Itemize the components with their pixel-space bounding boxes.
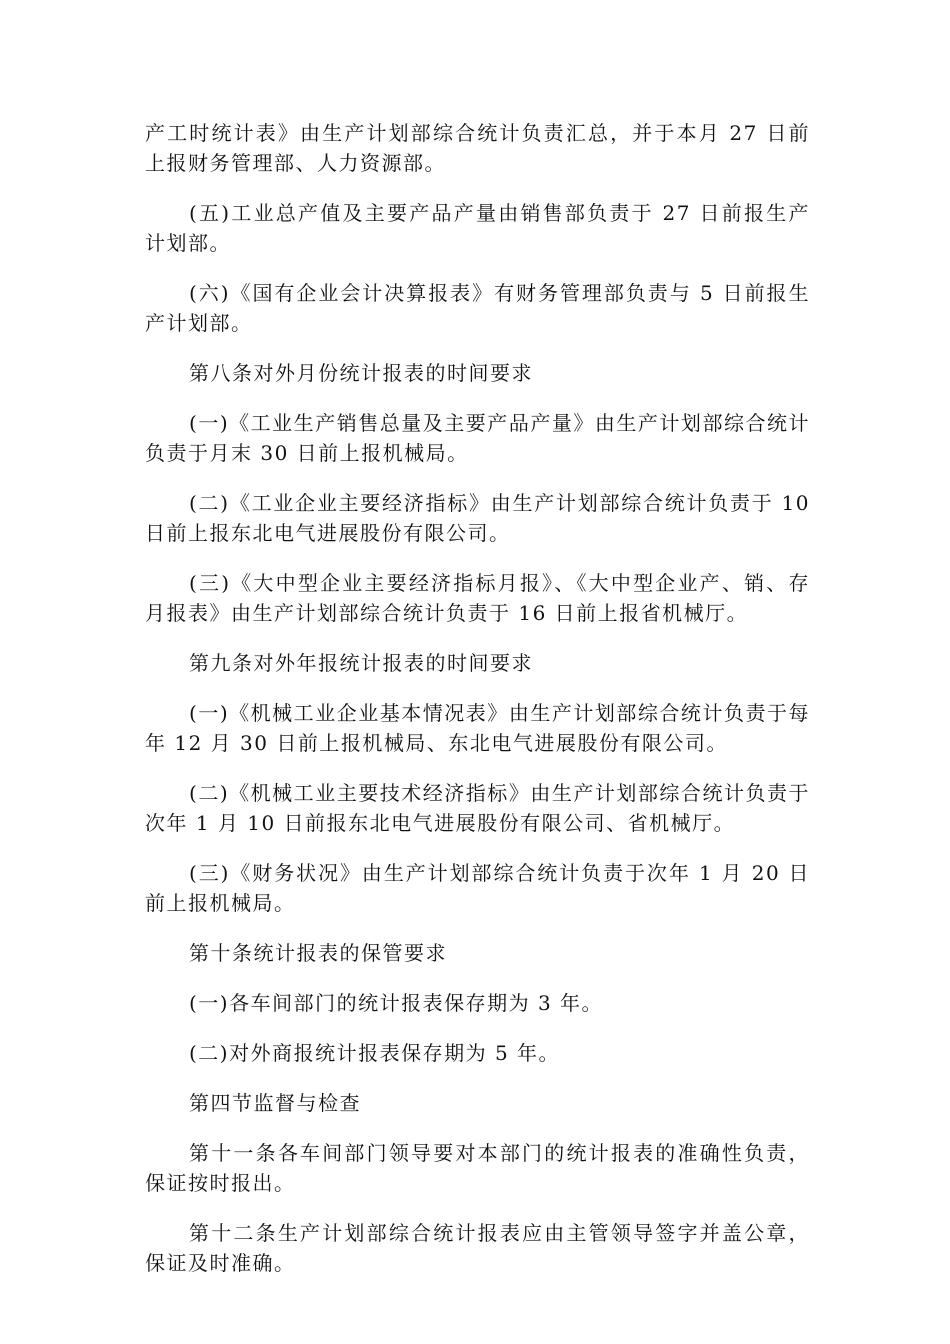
paragraph-article-10-item-2: (二)对外商报统计报表保存期为 5 年。 <box>189 1041 561 1065</box>
document-body <box>145 118 810 1298</box>
article-10-heading: 第十条统计报表的保管要求 <box>189 941 447 965</box>
paragraph-article-8-item-3: (三)《大中型企业主要经济指标月报》、《大中型企业产、销、存月报表》由生产计划部综合统计负责于 16 日前上报省机械厅。 <box>145 571 810 625</box>
paragraph-article-10-item-1: (一)各车间部门的统计报表保存期为 3 年。 <box>189 991 604 1015</box>
paragraph-article-9-item-2: (二)《机械工业主要技术经济指标》由生产计划部综合统计负责于次年 1 月 10 日前报东北电气进展股份有限公司、省机械厅。 <box>145 781 810 835</box>
paragraph-item-6: (六)《国有企业会计决算报表》有财务管理部负责与 5 日前报生产计划部。 <box>145 281 810 335</box>
article-8-heading: 第八条对外月份统计报表的时间要求 <box>189 361 533 385</box>
article-9-heading: 第九条对外年报统计报表的时间要求 <box>189 651 533 675</box>
paragraph-article-9-item-1: (一)《机械工业企业基本情况表》由生产计划部综合统计负责于每年 12 月 30 日前上报机械局、东北电气进展股份有限公司。 <box>145 701 810 755</box>
section-4-heading: 第四节监督与检查 <box>189 1091 361 1115</box>
paragraph-continuation: 产工时统计表》由生产计划部综合统计负责汇总，并于本月 27 日前上报财务管理部、人力资源部。 <box>145 121 810 175</box>
paragraph-item-5: (五)工业总产值及主要产品产量由销售部负责于 27 日前报生产计划部。 <box>145 201 810 255</box>
paragraph-article-9-item-3: (三)《财务状况》由生产计划部综合统计负责于次年 1 月 20 日前上报机械局。 <box>145 861 810 915</box>
paragraph-article-8-item-1: (一)《工业生产销售总量及主要产品产量》由生产计划部综合统计负责于月末 30 日前上报机械局。 <box>145 411 810 465</box>
paragraph-article-12: 第十二条生产计划部综合统计报表应由主管领导签字并盖公章，保证及时准确。 <box>145 1221 810 1275</box>
paragraph-article-8-item-2: (二)《工业企业主要经济指标》由生产计划部综合统计负责于 10 日前上报东北电气进展股份有限公司。 <box>145 491 810 545</box>
paragraph-article-11: 第十一条各车间部门领导要对本部门的统计报表的准确性负责，保证按时报出。 <box>145 1141 810 1195</box>
